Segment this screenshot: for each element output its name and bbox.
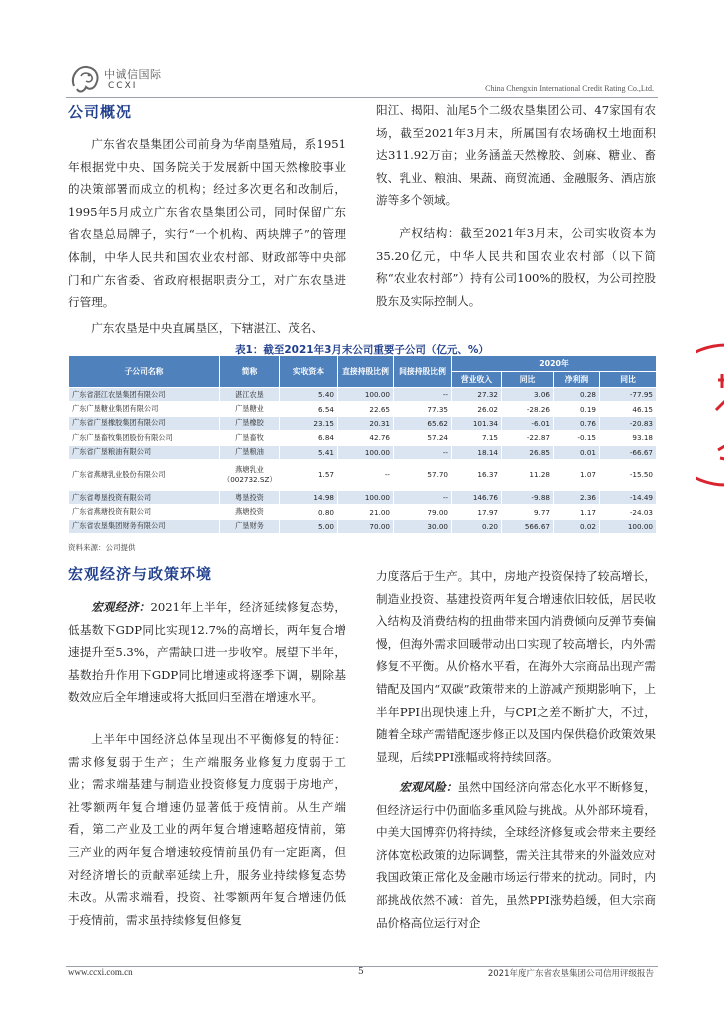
- table-source-note: 资料来源：公司提供: [68, 543, 136, 552]
- column-header-name: 子公司名称: [69, 356, 220, 388]
- page-number: 5: [358, 967, 364, 977]
- cell-abbr: 粤垦投资: [220, 490, 280, 504]
- column-header-year: 2020年: [452, 356, 657, 372]
- table-row: [69, 402, 657, 416]
- cell-revenue-yoy: -6.01: [502, 416, 554, 430]
- ownership-structure-paragraph: 产权结构：截至2021年3月末，公司实收资本为35.20亿元，中华人民共和国农业农村部（以下简称“农业农村部”）持有公司100%的股权，为公司控股股东及实际控制人。: [376, 226, 656, 308]
- cell-capital: 5.41: [280, 445, 338, 459]
- macro-risk-paragraph: [376, 776, 656, 934]
- cell-direct: 100.00: [338, 445, 394, 459]
- elephant-logo-icon: [68, 62, 102, 96]
- table-row: [69, 431, 657, 445]
- cell-abbr: 广垦畜牧: [220, 431, 280, 445]
- cell-abbr: 广垦财务: [220, 519, 280, 533]
- cell-revenue-yoy: -22.87: [502, 431, 554, 445]
- table-row: [69, 388, 657, 402]
- column-header-profit: 净利润: [554, 372, 600, 388]
- cell-revenue: 7.15: [452, 431, 502, 445]
- cell-profit-yoy: 46.15: [600, 402, 657, 416]
- cell-profit: -0.15: [554, 431, 600, 445]
- footer-report-title: 2021年度广东省农垦集团公司信用评级报告: [487, 969, 654, 979]
- table-row: [69, 490, 657, 504]
- company-logo: [68, 62, 178, 96]
- cell-profit-yoy: 93.18: [600, 431, 657, 445]
- cell-revenue: 26.02: [452, 402, 502, 416]
- cell-name: 广东省燕塘乳业股份有限公司: [69, 459, 220, 490]
- cell-capital: 14.98: [280, 490, 338, 504]
- table-row: [69, 445, 657, 459]
- red-seal-stamp-icon: [696, 340, 724, 490]
- cell-profit: 0.28: [554, 388, 600, 402]
- column-header-profit-yoy: 同比: [600, 372, 657, 388]
- cell-revenue-yoy: 566.67: [502, 519, 554, 533]
- column-header-revenue-yoy: 同比: [502, 372, 554, 388]
- logo-english-name: CCXI: [108, 81, 138, 91]
- cell-direct: 42.76: [338, 431, 394, 445]
- cell-revenue: 101.34: [452, 416, 502, 430]
- cell-profit-yoy: -24.03: [600, 505, 657, 519]
- cell-revenue-yoy: 26.85: [502, 445, 554, 459]
- cell-direct: 20.31: [338, 416, 394, 430]
- cell-profit: 0.19: [554, 402, 600, 416]
- cell-profit-yoy: 100.00: [600, 519, 657, 533]
- section-title-company-overview: 公司概况: [68, 103, 133, 121]
- cell-name: 广东广垦畜牧集团股份有限公司: [69, 431, 220, 445]
- cell-indirect: --: [394, 490, 452, 504]
- cell-abbr: 广垦粮油: [220, 445, 280, 459]
- cell-profit-yoy: -15.50: [600, 459, 657, 490]
- macro-economy-lead: 宏观经济：: [91, 600, 151, 614]
- subsidiaries-table: [68, 355, 657, 534]
- cell-revenue: 146.76: [452, 490, 502, 504]
- cell-revenue-yoy: 9.77: [502, 505, 554, 519]
- cell-profit-yoy: -14.49: [600, 490, 657, 504]
- subsidiaries-table-title: 表1：截至2021年3月末公司重要子公司（亿元、%）: [235, 344, 489, 356]
- cell-direct: --: [338, 459, 394, 490]
- header-company-name: China Chengxin International Credit Rating Co.,Ltd.: [485, 84, 654, 93]
- cell-direct: 100.00: [338, 388, 394, 402]
- section-title-macro-environment: 宏观经济与政策环境: [68, 565, 213, 583]
- cell-revenue: 18.14: [452, 445, 502, 459]
- cell-indirect: 57.24: [394, 431, 452, 445]
- table-row: [69, 416, 657, 430]
- reclamation-area-paragraph: 广东农垦是中央直属垦区，下辖湛江、茂名、: [91, 321, 324, 335]
- cell-direct: 100.00: [338, 490, 394, 504]
- cell-direct: 21.00: [338, 505, 394, 519]
- table-row: [69, 505, 657, 519]
- cell-abbr-ticker: （002732.SZ）: [223, 474, 277, 484]
- cell-profit-yoy: -66.67: [600, 445, 657, 459]
- cell-revenue: 27.32: [452, 388, 502, 402]
- cell-revenue: 0.20: [452, 519, 502, 533]
- cell-capital: 6.54: [280, 402, 338, 416]
- cell-indirect: 65.62: [394, 416, 452, 430]
- column-header-abbr: 简称: [220, 356, 280, 388]
- table-row: [69, 519, 657, 533]
- cell-profit: 2.36: [554, 490, 600, 504]
- macro-economy-paragraph: [68, 596, 346, 709]
- cell-abbr: 燕塘投资: [220, 505, 280, 519]
- uneven-recovery-paragraph: 上半年中国经济总体呈现出不平衡修复的特征：需求修复弱于生产；生产端服务业修复力度弱于工业；需求端基建与制造业投资修复力度弱于房地产，社零额两年复合增速仍显著低于疫情前。从生产端看，第二产业及工业的两年复合增速略超疫情前，第三产业的两年复合增速较疫情前虽仍有一定距离，但对经济增长的贡献率延续上升，服务业持续修复态势未改。从需求端看，投资、社零额两年复合增速仍低于疫情前，需求虽持续修复但修复: [68, 732, 346, 927]
- cell-capital: 6.84: [280, 431, 338, 445]
- cell-abbr: 广垦糖业: [220, 402, 280, 416]
- cell-abbr: 湛江农垦: [220, 388, 280, 402]
- cell-revenue-yoy: 3.06: [502, 388, 554, 402]
- cell-profit: 1.17: [554, 505, 600, 519]
- column-header-indirect: 间接持股比例: [394, 356, 452, 388]
- cell-profit: 0.76: [554, 416, 600, 430]
- cell-revenue-yoy: 11.28: [502, 459, 554, 490]
- cell-indirect: 57.70: [394, 459, 452, 490]
- cell-capital: 1.57: [280, 459, 338, 490]
- footer-website: www.ccxi.com.cn: [68, 967, 133, 977]
- cell-name: 广东省农垦集团财务有限公司: [69, 519, 220, 533]
- cell-indirect: --: [394, 445, 452, 459]
- cell-profit-yoy: -20.83: [600, 416, 657, 430]
- cell-name: 广东省广垦粮油有限公司: [69, 445, 220, 459]
- cell-revenue-yoy: -28.26: [502, 402, 554, 416]
- cell-profit-yoy: -77.95: [600, 388, 657, 402]
- cell-name: 广东省燕塘投资有限公司: [69, 505, 220, 519]
- cell-profit: 0.02: [554, 519, 600, 533]
- cell-revenue-yoy: -9.88: [502, 490, 554, 504]
- cell-abbr: 广垦橡胶: [220, 416, 280, 430]
- cell-revenue: 16.37: [452, 459, 502, 490]
- cell-abbr-name: 燕塘乳业: [235, 464, 264, 474]
- cell-indirect: 77.35: [394, 402, 452, 416]
- macro-economy-text: 2021年上半年，经济延续修复态势，低基数下GDP同比实现12.7%的高增长，两年复合增速提升至5.3%，产需缺口进一步收窄。展望下半年，基数抬升作用下GDP同比增速或将逐季下调，剔除基数效应后全年增速或将大抵回归至潜在增速水平。: [68, 600, 346, 705]
- column-header-capital: 实收资本: [280, 356, 338, 388]
- cell-indirect: 30.00: [394, 519, 452, 533]
- header-divider: [66, 97, 658, 98]
- cell-capital: 5.40: [280, 388, 338, 402]
- column-header-direct: 直接持股比例: [338, 356, 394, 388]
- cell-profit: 1.07: [554, 459, 600, 490]
- column-header-revenue: 营业收入: [452, 372, 502, 388]
- table-row: [69, 459, 657, 490]
- cell-direct: 22.65: [338, 402, 394, 416]
- cell-indirect: --: [394, 388, 452, 402]
- reclamation-area-paragraph-continued: 阳江、揭阳、汕尾5个二级农垦集团公司、47家国有农场，截至2021年3月末，所属国有农场确权土地面积达311.92万亩；业务涵盖天然橡胶、剑麻、糖业、畜牧、乳业、粮油、果蔬、商贸流通、金融服务、酒店旅游等多个领域。: [376, 103, 656, 208]
- cell-name: 广东广垦糖业集团有限公司: [69, 402, 220, 416]
- cell-indirect: 79.00: [394, 505, 452, 519]
- cell-name: 广东省湛江农垦集团有限公司: [69, 388, 220, 402]
- cell-capital: 23.15: [280, 416, 338, 430]
- cell-revenue: 17.97: [452, 505, 502, 519]
- macro-risk-lead: 宏观风险：: [399, 780, 458, 794]
- macro-risk-text: 虽然中国经济向常态化水平不断修复，但经济运行中仍面临多重风险与挑战。从外部环境看，中美大国博弈仍将持续，全球经济修复或会带来主要经济体宽松政策的边际调整，需关注其带来的外溢效应对我国政策正常化及金融市场运行带来的扰动。同时，内部挑战依然不减：首先，虽然PPI涨势趋缓，但大宗商品价格高位运行对企: [376, 780, 656, 930]
- cell-name: 广东省广垦橡胶集团有限公司: [69, 416, 220, 430]
- company-history-paragraph: 广东省农垦集团公司前身为华南垦殖局，系1951年根据党中央、国务院关于发展新中国天然橡胶事业的决策部署而成立的机构；经过多次更名和改制后，1995年5月成立广东省农垦集团公司，同时保留广东省农垦总局牌子，实行“一个机构、两块牌子”的管理体制，中华人民共和国农业农村部、财政部等中央部门和广东省委、省政府根据职责分工，对广东农垦进行管理。: [68, 137, 346, 310]
- cell-profit: 0.01: [554, 445, 600, 459]
- cell-capital: 0.80: [280, 505, 338, 519]
- logo-chinese-name: 中诚信国际: [104, 68, 162, 81]
- cell-capital: 5.00: [280, 519, 338, 533]
- cell-name: 广东省粤垦投资有限公司: [69, 490, 220, 504]
- uneven-recovery-paragraph-continued: 力度落后于生产。其中，房地产投资保持了较高增长，制造业投资、基建投资两年复合增速依旧较低，居民收入结构及消费结构的扭曲带来国内消费倾向反弹节奏偏慢，但海外需求回暖带动出口实现了较高增长，内外需修复不平衡。从价格水平看，在海外大宗商品出现产需错配及国内“双碳”政策带来的上游减产预期影响下，上半年PPI出现快速上升，与CPI之差不断扩大，不过，随着全球产需错配逐步修正以及国内保供稳价政策效果显现，后续PPI涨幅或将持续回落。: [376, 569, 656, 764]
- cell-abbr: [220, 459, 280, 490]
- cell-direct: 70.00: [338, 519, 394, 533]
